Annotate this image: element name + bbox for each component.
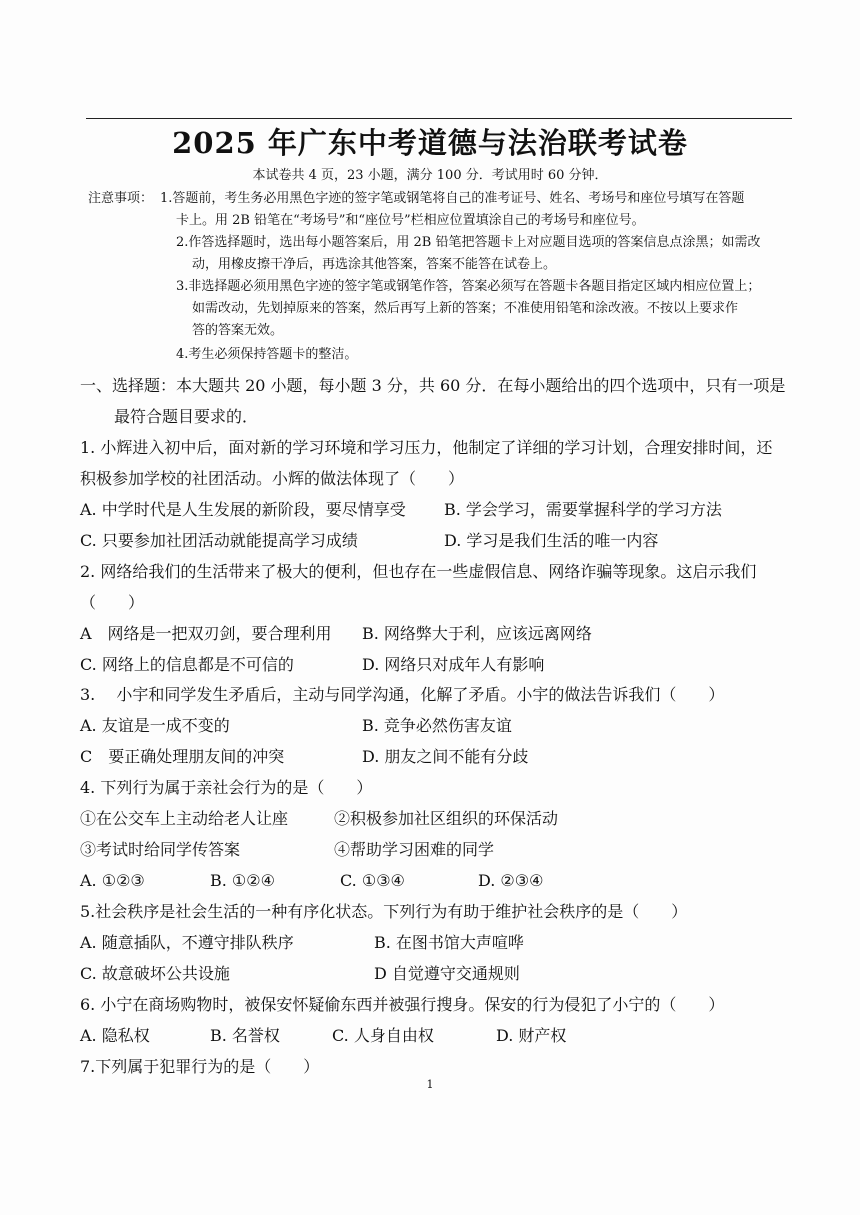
question-2-option-d: D. 网络只对成年人有影响	[362, 655, 545, 674]
question-6-options-row	[80, 1020, 790, 1051]
question-2-stem-line1: 2. 网络给我们的生活带来了极大的便利，但也存在一些虚假信息、网络诈骗等现象。这启示我们	[80, 562, 757, 581]
question-3-option-c: C 要正确处理朋友间的冲突	[80, 747, 285, 766]
notice-item-2	[160, 232, 804, 276]
exam-title: 2025 年广东中考道德与法治联考试卷	[172, 126, 688, 160]
question-4-option-b: B. ①②④	[210, 871, 275, 890]
notice-label: 注意事项：	[88, 191, 154, 206]
question-1-options-row1	[80, 494, 790, 525]
notice-item-3	[160, 276, 804, 342]
exam-subtitle: 本试卷共 4 页，23 小题，满分 100 分．考试用时 60 分钟．	[252, 168, 608, 183]
notice-item-3-line2: 如需改动，先划掉原来的答案，然后再写上新的答案；不准使用铅笔和涂改液。不按以上要求作	[192, 301, 739, 316]
question-2	[80, 556, 790, 618]
notice-item-1	[160, 188, 788, 232]
question-5-option-a: A. 随意插队，不遵守排队秩序	[80, 933, 294, 952]
question-5-options-row2	[80, 958, 790, 989]
question-4-stem-line1: 4. 下列行为属于亲社会行为的是（ ）	[80, 778, 373, 797]
question-6-option-d: D. 财产权	[496, 1026, 567, 1045]
section-heading-line2: 最符合题目要求的．	[114, 407, 259, 426]
question-3-option-a: A. 友谊是一成不变的	[80, 716, 230, 735]
question-6	[80, 989, 790, 1020]
question-3-stem-line1: 3. 小宇和同学发生矛盾后，主动与同学沟通，化解了矛盾。小宇的做法告诉我们（ ）	[80, 685, 725, 704]
question-4-option-d: D. ②③④	[478, 871, 544, 890]
question-6-option-c: C. 人身自由权	[332, 1026, 434, 1045]
question-4-option-a: A. ①②③	[80, 871, 145, 890]
question-4-items-row2	[80, 834, 790, 865]
question-5-options-row1	[80, 927, 790, 958]
question-4-items-row1	[80, 803, 790, 834]
question-4-option-c: C. ①③④	[340, 871, 405, 890]
question-1	[80, 432, 790, 494]
question-5-option-c: C. 故意破坏公共设施	[80, 964, 230, 983]
notice-item-2-line1: 2.作答选择题时，选出每小题答案后，用 2B 铅笔把答题卡上对应题目选项的答案信息点涂黑；如需改	[176, 235, 761, 250]
question-1-stem-line1: 1. 小辉进入初中后，面对新的学习环境和学习压力，他制定了详细的学习计划，合理安排时间，还	[80, 438, 773, 457]
question-2-option-a: A 网络是一把双刃剑，要合理利用	[80, 624, 332, 643]
question-5-option-d: D 自觉遵守交通规则	[374, 964, 520, 983]
question-4-item-3: ③考试时给同学传答案	[80, 840, 241, 859]
question-3-option-d: D. 朋友之间不能有分歧	[362, 747, 529, 766]
question-1-stem-line2: 积极参加学校的社团活动。小辉的做法体现了（ ）	[80, 469, 465, 488]
top-divider	[86, 118, 792, 119]
notice-item-1-line1: 1.答题前，考生务必用黑色字迹的签字笔或钢笔将自己的准考证号、姓名、考场号和座位号填写在答题	[160, 191, 745, 206]
section-heading	[80, 370, 790, 432]
question-3-options-row1	[80, 710, 790, 741]
question-3-option-b: B. 竞争必然伤害友谊	[362, 716, 512, 735]
question-6-option-b: B. 名誉权	[210, 1026, 280, 1045]
question-5	[80, 896, 790, 927]
question-2-options-row2	[80, 649, 790, 680]
question-1-option-a: A. 中学时代是人生发展的新阶段，要尽情享受	[80, 500, 406, 519]
notice-item-4	[160, 344, 804, 366]
notice-item-4-line1: 4.考生必须保持答题卡的整洁。	[176, 347, 358, 362]
question-1-option-d: D. 学习是我们生活的唯一内容	[444, 531, 659, 550]
question-2-option-b: B. 网络弊大于利，应该远离网络	[362, 624, 592, 643]
question-2-stem-line2: （ ）	[80, 593, 145, 612]
question-2-options-row1	[80, 618, 790, 649]
question-6-option-a: A. 隐私权	[80, 1026, 150, 1045]
notice-item-3-line1: 3.非选择题必须用黑色字迹的签字笔或钢笔作答，答案必须写在答题卡各题目指定区域内相应位置上；	[176, 279, 761, 294]
question-1-option-b: B. 学会学习，需要掌握科学的学习方法	[444, 500, 722, 519]
question-4-item-2: ②积极参加社区组织的环保活动	[334, 809, 559, 828]
notice-item-1-line2: 卡上。用 2B 铅笔在“考场号”和“座位号”栏相应位置填涂自己的考场号和座位号。	[176, 213, 645, 228]
notice-item-2-line2: 动，用橡皮擦干净后，再选涂其他答案，答案不能答在试卷上。	[192, 257, 557, 272]
notice-item-3-line3: 答的答案无效。	[192, 323, 284, 338]
question-2-option-c: C. 网络上的信息都是不可信的	[80, 655, 294, 674]
question-3-options-row2	[80, 741, 790, 772]
question-7-stem-line1: 7.下列属于犯罪行为的是（ ）	[80, 1057, 320, 1076]
question-4-item-4: ④帮助学习困难的同学	[334, 840, 495, 859]
question-1-options-row2	[80, 525, 790, 556]
page-number: 1	[426, 1078, 434, 1091]
question-4-item-1: ①在公交车上主动给老人让座	[80, 809, 289, 828]
question-4	[80, 772, 790, 803]
question-4-options-row	[80, 865, 790, 896]
question-3	[80, 679, 790, 710]
section-heading-line1: 一、选择题：本大题共 20 小题，每小题 3 分，共 60 分．在每小题给出的四个选项中，只有一项是	[80, 376, 786, 395]
question-5-stem-line1: 5.社会秩序是社会生活的一种有序化状态。下列行为有助于维护社会秩序的是（ ）	[80, 902, 688, 921]
question-6-stem-line1: 6. 小宁在商场购物时，被保安怀疑偷东西并被强行搜身。保安的行为侵犯了小宁的（ ）	[80, 995, 725, 1014]
question-5-option-b: B. 在图书馆大声喧哗	[374, 933, 524, 952]
question-1-option-c: C. 只要参加社团活动就能提高学习成绩	[80, 531, 358, 550]
